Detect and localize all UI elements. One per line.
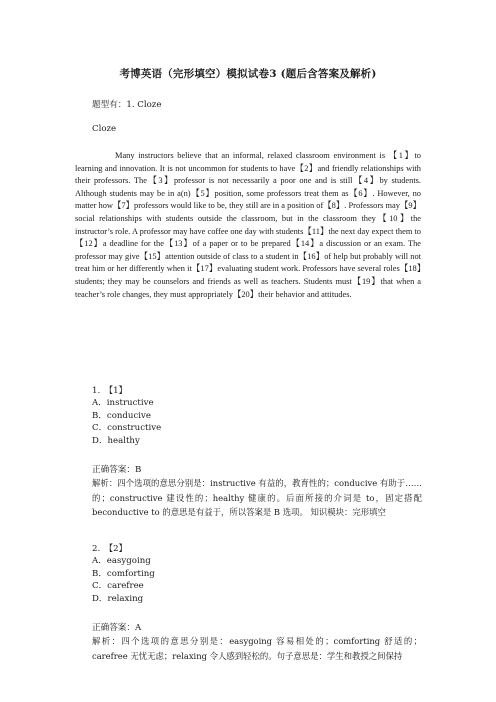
option-b: B．comforting xyxy=(92,568,155,579)
option-c: C．constructive xyxy=(92,423,162,434)
explanation-1: 解析：四个选项的意思分别是：instructive 有益的，教育性的；conducive 有助于……的；constructive 建设性的；healthy 健康的。后面所接的介词是 to，固定搭配 beconductive to 的意思是有益于，所以答案是 B 选项。 知识模块：完形填空 xyxy=(92,478,422,518)
question-2 xyxy=(92,543,155,605)
option-c: C．carefree xyxy=(92,581,144,592)
answer-1: 正确答案：B xyxy=(92,465,142,475)
question-1 xyxy=(92,385,161,447)
option-a: A．instructive xyxy=(92,398,154,409)
cloze-passage: Many instructors believe that an informal, relaxed classroom environment is 【1】to learning and innovation. It is not uncommon for students to have【2】and friendly relationships with their professors. The【3】professor is not necessarily a poor one and is still【4】by students. Although students may be in a(n)【5】position, some professors treat them as【6】. However, no matter how【7】professors would like to be, they still are in a position of【8】. Professors may【9】social relationships with students outside the classroom, but in the classroom they【10】the instructor’s role. A professor may have coffee one day with students【11】the next day expect them to 【12】a deadline for the【13】of a paper or to be prepared【14】a discussion or an exam. The professor may give【15】attention outside of class to a student in【16】of help but probably will not treat him or her differently when it【17】evaluating student work. Professors have several roles【18】students; they may be counselors and friends as well as teachers. Students must【19】that when a teacher’s role changes, they must appropriately【20】their behavior and attitudes. xyxy=(75,151,421,299)
option-d: D．relaxing xyxy=(92,593,144,604)
option-d: D．healthy xyxy=(92,435,140,446)
explanation-2: 解析：四个选项的意思分别是：easygoing 容易相处的；comforting 舒适的；carefree 无忧无虑；relaxing 令人感到轻松的。句子意思是：学生和教授之间保持 xyxy=(92,636,422,661)
option-b: B．conducive xyxy=(92,410,151,421)
option-a: A．easygoing xyxy=(92,556,151,567)
question-type-line: 题型有：1. Cloze xyxy=(92,100,162,110)
question-number: 2. 【2】 xyxy=(92,544,128,554)
section-heading: Cloze xyxy=(92,124,117,134)
question-number: 1. 【1】 xyxy=(92,386,128,396)
document-title: 考博英语（完形填空）模拟试卷3 (题后含答案及解析) xyxy=(119,68,377,80)
answer-2: 正确答案：A xyxy=(92,623,142,633)
